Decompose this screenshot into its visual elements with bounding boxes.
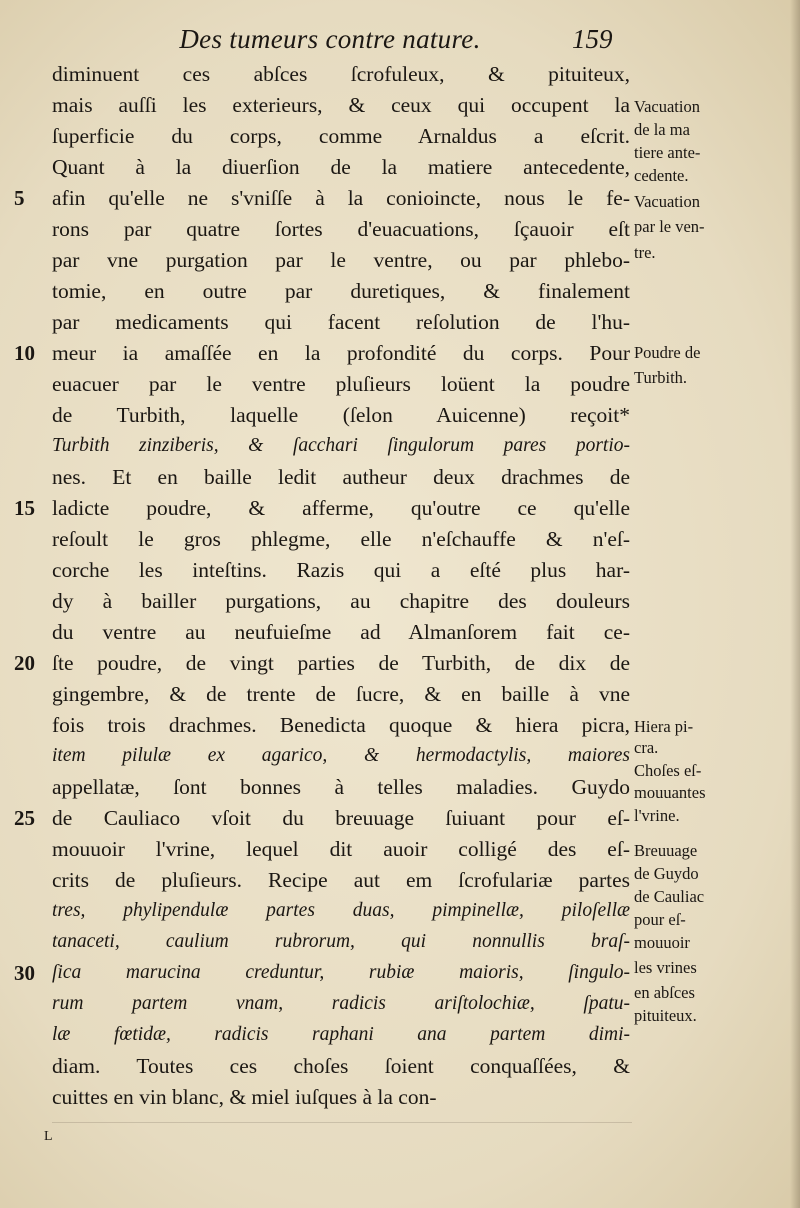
marginal-note: l'vrine.: [634, 806, 680, 825]
body-line: dy à bailler purgations, au chapitre des douleurs: [52, 589, 630, 613]
body-line: corche les inteſtins. Razis qui a eſté plus har-: [52, 558, 630, 582]
line-number: 20: [14, 651, 35, 675]
body-line: gingembre, & de trente de ſucre, & en baille à vne: [52, 682, 630, 706]
marginal-note: tre.: [634, 243, 656, 262]
marginal-note: mouuantes: [634, 783, 706, 802]
marginal-note: cedente.: [634, 166, 689, 185]
body-line: par vne purgation par le ventre, ou par phlebo-: [52, 248, 630, 272]
latin-quotation-line: Turbith zinziberis, & ſacchari ſingulorum pares portio-: [52, 435, 630, 456]
line-number: 15: [14, 496, 35, 520]
body-line: reſoult le gros phlegme, elle n'eſchauffe & n'eſ-: [52, 527, 630, 551]
body-line: Quant à la diuerſion de la matiere antecedente,: [52, 155, 630, 179]
body-line: de Cauliaco vſoit du breuuage ſuiuant pour eſ-: [52, 806, 630, 830]
marginal-note: de Guydo: [634, 864, 699, 883]
marginal-note: Breuuage: [634, 841, 698, 860]
marginal-note: en abſces: [634, 983, 695, 1002]
latin-quotation-line: ſica marucina creduntur, rubiæ maioris, ſingulo-: [52, 962, 630, 983]
body-line: diam. Toutes ces choſes ſoient conquaſſées, &: [52, 1054, 630, 1078]
body-line: euacuer par le ventre pluſieurs loüent la poudre: [52, 372, 630, 396]
marginal-note: pour eſ-: [634, 910, 686, 929]
body-line: mouuoir l'vrine, lequel dit auoir colligé des eſ-: [52, 837, 630, 861]
body-line: tomie, en outre par duretiques, & finalement: [52, 279, 630, 303]
marginal-note: de la ma: [634, 120, 690, 139]
body-line: ſte poudre, de vingt parties de Turbith, de dix de: [52, 651, 630, 675]
body-line: afin qu'elle ne s'vniſſe à la conioincte, nous le fe-: [52, 186, 630, 210]
body-line: mais auſſi les exterieurs, & ceux qui occupent la: [52, 93, 630, 117]
body-line: diminuent ces abſces ſcrofuleux, & pituiteux,: [52, 62, 630, 86]
latin-quotation-line: rum partem vnam, radicis ariſtolochiæ, ſpatu-: [52, 993, 630, 1014]
line-number: 25: [14, 806, 35, 830]
signature-mark: L: [44, 1129, 53, 1144]
page-number: 159: [572, 24, 613, 54]
marginal-note: Poudre de: [634, 343, 701, 362]
line-number: 5: [14, 186, 25, 210]
body-line: appellatæ, ſont bonnes à telles maladies. Guydo: [52, 775, 630, 799]
bottom-rule: [52, 1122, 632, 1123]
marginal-note: Choſes eſ-: [634, 761, 702, 780]
latin-quotation-line: tres, phylipendulæ partes duas, pimpinellæ, piloſellæ: [52, 900, 630, 921]
body-line: fois trois drachmes. Benedicta quoque & hiera picra,: [52, 713, 630, 737]
marginal-note: Turbith.: [634, 368, 688, 387]
latin-quotation-line: item pilulæ ex agarico, & hermodactylis, maiores: [52, 745, 630, 766]
body-line: du ventre au neufuieſme ad Almanſorem fait ce-: [52, 620, 630, 644]
body-line: ſuperficie du corps, comme Arnaldus a eſcrit.: [52, 124, 630, 148]
running-title: Des tumeurs contre nature.: [179, 24, 481, 54]
marginal-note: Hiera pi-: [634, 717, 694, 736]
marginal-note: tiere ante-: [634, 143, 701, 162]
marginal-note: mouuoir: [634, 933, 690, 952]
line-number: 10: [14, 341, 35, 365]
body-line: ladicte poudre, & afferme, qu'outre ce qu'elle: [52, 496, 630, 520]
marginal-note: cra.: [634, 738, 659, 757]
body-line: nes. Et en baille ledit autheur deux drachmes de: [52, 465, 630, 489]
marginal-note: les vrines: [634, 958, 697, 977]
latin-quotation-line: tanaceti, caulium rubrorum, qui nonnullis braſ-: [52, 931, 630, 952]
marginal-note: pituiteux.: [634, 1006, 697, 1025]
marginal-note: de Cauliac: [634, 887, 705, 906]
body-line: meur ia amaſſée en la profondité du corps. Pour: [52, 341, 630, 365]
body-line: par medicaments qui facent reſolution de l'hu-: [52, 310, 630, 334]
line-number: 30: [14, 961, 35, 985]
marginal-note: Vacuation: [634, 192, 700, 211]
marginal-note: par le ven-: [634, 217, 705, 236]
body-line: cuittes en vin blanc, & miel iuſques à la con-: [52, 1085, 437, 1109]
body-line: de Turbith, laquelle (ſelon Auicenne) reçoit*: [52, 403, 630, 427]
latin-quotation-line: læ fœtidæ, radicis raphani ana partem dimi-: [52, 1024, 630, 1045]
body-line: rons par quatre ſortes d'euacuations, ſçauoir eſt: [52, 217, 630, 241]
marginal-note: Vacuation: [634, 97, 700, 116]
body-line: crits de pluſieurs. Recipe aut em ſcrofulariæ partes: [52, 868, 630, 892]
